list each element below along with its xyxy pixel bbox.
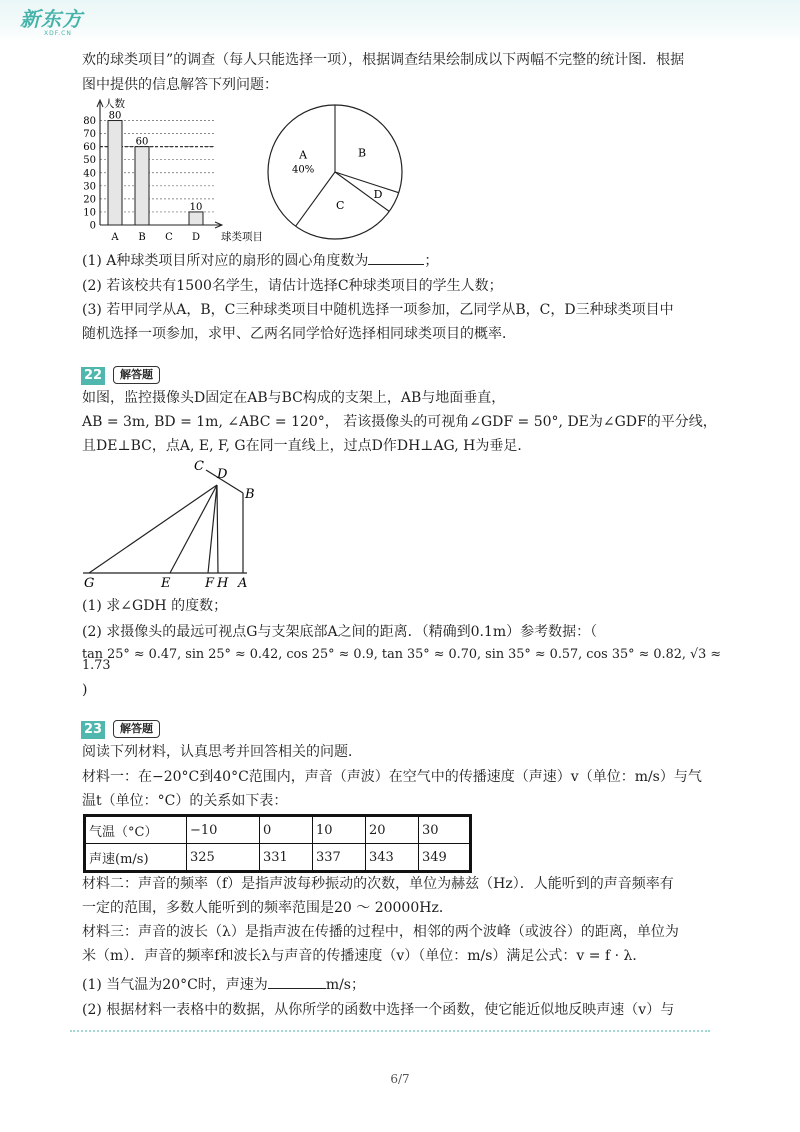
table-cell: 20 [366,816,419,844]
table-cell: 325 [187,844,260,872]
q23-type-tag: 解答题 [113,720,160,738]
table-cell: 10 [313,816,366,844]
y-tick-label: 20 [83,194,96,206]
q21-intro-line1: 欢的球类项目”的调查（每人只能选择一项），根据调查结果绘制成以下两幅不完整的统计图．根据 [82,52,685,68]
q23-line1: 阅读下列材料，认真思考并回答相关的问题． [82,744,362,760]
sight-line-dg [89,485,217,573]
table-row-header: 声速(m/s) [85,844,187,872]
q23-material3-line1: 材料三：声音的波长（λ）是指声波在传播的过程中，相邻的两个波峰（或波谷）的距离，单位为 [82,924,679,940]
slice-label: C [336,199,345,213]
slice-label: A [299,148,308,162]
q21-item-1-text: (1) A种球类项目所对应的扇形的圆心角度数为 [82,253,369,269]
q22-line3: 且DE⊥BC，点A, E, F, G在同一直线上，过点D作DH⊥AG, H为垂足． [82,438,532,454]
table-cell: 0 [260,816,313,844]
q22-item-1: (1) 求∠GDH 的度数； [82,598,228,614]
table-cell: 343 [366,844,419,872]
bar-value-label: 60 [135,136,149,148]
bar-value-label: 80 [108,110,122,122]
q21-item-3-line2: 随机选择一项参加，求甲、乙两名同学恰好选择相同球类项目的概率． [82,326,516,342]
q21-item-1-end: ； [424,253,439,269]
q23-material2-line2: 一定的范围，多数人能听到的频率范围是20 ～ 20000Hz． [82,900,453,916]
q21-item-3-line1: (3) 若甲同学从A，B，C三种球类项目中随机选择一项参加，乙同学从B，C，D三种球类项目中 [82,302,674,318]
x-tick-label: A [111,232,119,243]
x-tick-label: D [191,232,201,243]
q23-item-2: (2) 根据材料一表格中的数据，从你所学的函数中选择一个函数，使它能近似地反映声速（v）与 [82,1002,675,1018]
y-tick-label: 10 [83,207,96,219]
q22-item-2: (2) 求摄像头的最远可视点G与支架底部A之间的距离．（精确到0.1m）参考数据：（ [82,624,598,640]
point-label-b: B [245,487,255,502]
slice-percent-label: 40% [292,164,315,176]
bar-A [108,121,122,225]
point-label-d: D [217,467,228,482]
y-tick-label: 70 [83,129,96,141]
perpendicular-dh [217,485,218,573]
answer-blank [368,250,424,265]
q21-item-2: (2) 若该校共有1500名学生，请估计选择C种球类项目的学生人数； [82,278,503,294]
camera-geometry-figure [75,456,275,592]
pie-chart [262,99,412,249]
q23-item-1-end: m/s； [325,977,365,993]
page-number: 6/7 [390,1072,410,1086]
y-tick-label: 80 [83,116,96,128]
q23-material1-line1: 材料一：在−20°C到40°C范围内，声音（声波）在空气中的传播速度（声速）v（单位：m/s）与气 [82,769,702,785]
q23-number-badge: 23 [81,721,105,739]
point-label-e: E [161,576,171,591]
page-header [0,0,800,42]
y-tick-label: 0 [89,220,96,232]
x-tick-label: B [138,232,146,243]
point-label-h: H [217,576,229,591]
q23-material1-line2: 温t（单位：°C）的关系如下表： [82,793,288,809]
y-tick-label: 50 [83,155,96,167]
point-label-a: A [238,576,248,591]
q23-material2-line1: 材料二：声音的频率（f）是指声波每秒振动的次数，单位为赫兹（Hz）．人能听到的声音频率有 [82,876,674,892]
y-tick-label: 60 [83,142,96,154]
q23-item-1 [82,974,365,995]
table-row [85,844,471,872]
slice-label: D [373,187,383,201]
y-tick-label: 30 [83,181,96,193]
sound-speed-table [83,814,472,873]
q22-line1: 如图，监控摄像头D固定在AB与BC构成的支架上，AB与地面垂直， [82,390,506,406]
q23-material3-line2: 米（m）．声音的频率f和波长λ与声音的传播速度（v）（单位：m/s）满足公式：v = f · λ． [82,948,647,964]
x-tick-label: C [165,232,173,243]
bar-B [135,147,149,225]
table-cell: 30 [419,816,471,844]
table-cell: −10 [187,816,260,844]
table-cell: 337 [313,844,366,872]
bar-chart [70,96,270,246]
bar-D [189,212,203,225]
footer-divider [70,1030,710,1032]
q22-line2: AB = 3m, BD = 1m, ∠ABC = 120°， 若该摄像头的可视角∠GDF = 50°, DE为∠GDF的平分线， [82,414,717,430]
brand-logo [20,8,83,38]
x-axis-label: 球类项目 [221,231,263,243]
q22-close-paren: ) [82,682,88,698]
y-axis-label: 人数 [104,98,125,110]
y-tick-label: 40 [83,168,96,180]
answer-blank [268,974,326,989]
q22-type-tag: 解答题 [113,366,160,384]
point-label-f: F [205,576,215,591]
table-cell: 349 [419,844,471,872]
table-cell: 331 [260,844,313,872]
q22-number-badge: 22 [81,367,105,385]
table-row [85,816,471,844]
q22-reference-data: tan 25° ≈ 0.47, sin 25° ≈ 0.42, cos 25° ≈ 0.9, tan 35° ≈ 0.70, sin 35° ≈ 0.57, cos 35° ≈ 0.82, √3 ≈ [82,647,722,662]
table-row-header: 气温（°C） [85,816,187,844]
q21-intro-line2: 图中提供的信息解答下列问题： [82,77,278,93]
slice-label: B [358,146,367,160]
q21-item-1 [82,250,438,271]
logo-subtext: XDF.CN [44,30,72,37]
q23-item-1-text: (1) 当气温为20°C时，声速为 [82,977,268,993]
logo-text: 新东方 [20,7,83,31]
bar-value-label: 10 [189,201,203,213]
q22-reference-data-cont: 1.73 [82,658,111,673]
point-label-g: G [84,576,95,591]
point-label-c: C [194,459,204,474]
